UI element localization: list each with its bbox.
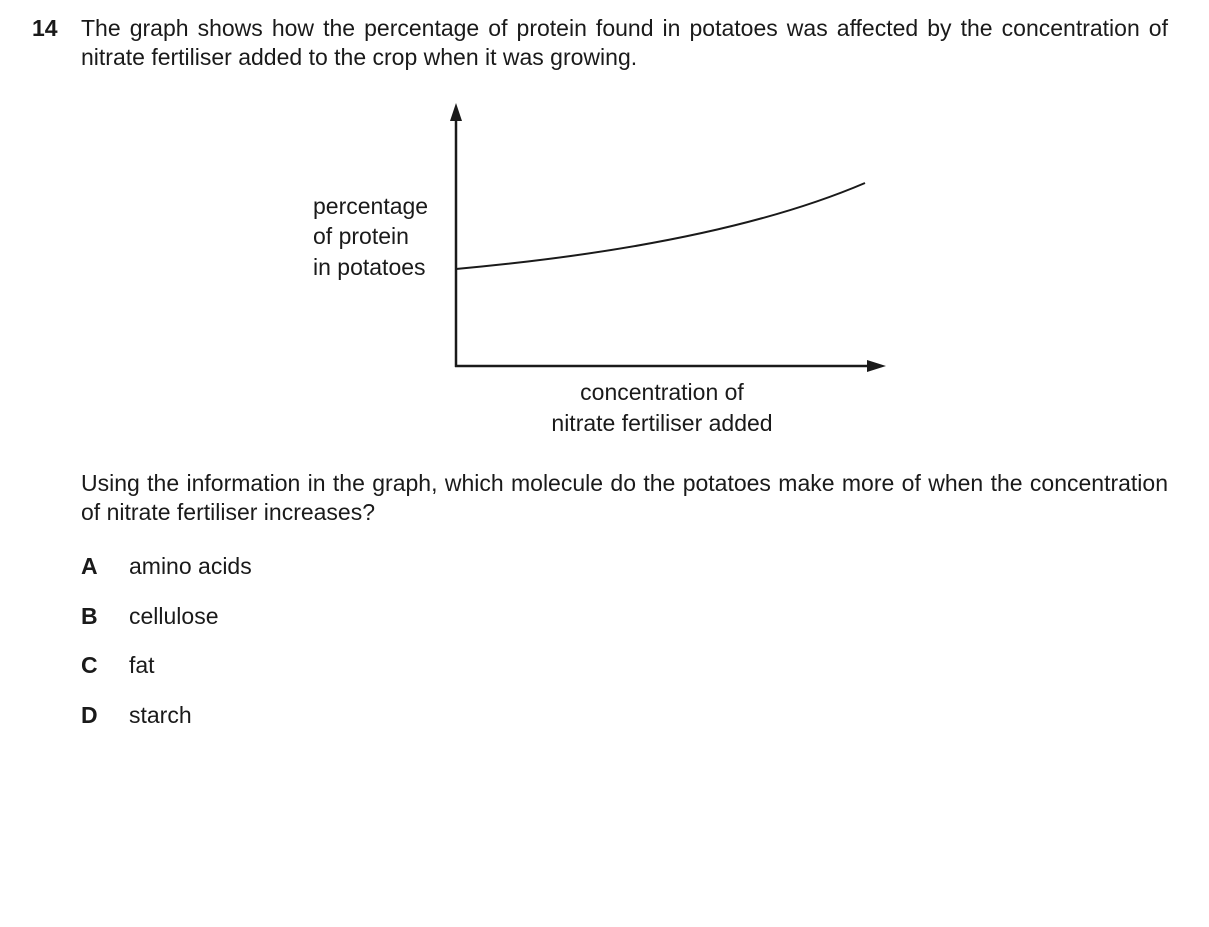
y-axis-arrowhead — [450, 103, 462, 121]
answer-options — [81, 552, 252, 751]
protein-curve — [456, 183, 865, 269]
y-axis-label-line-2: of protein — [313, 223, 409, 249]
option-letter: A — [81, 553, 98, 579]
x-axis-label-line-1: concentration of — [580, 379, 744, 405]
option-c[interactable] — [81, 651, 252, 701]
option-b[interactable] — [81, 602, 252, 652]
option-text: cellulose — [129, 602, 219, 629]
option-d[interactable] — [81, 701, 252, 751]
x-axis-arrowhead — [867, 360, 886, 372]
option-letter: C — [81, 652, 98, 679]
option-text: fat — [129, 652, 155, 679]
question-prompt: Using the information in the graph, which molecule do the potatoes make more of when the concentration of nitrate fertiliser increases? — [81, 470, 1168, 525]
x-axis-label-line-2: nitrate fertiliser added — [551, 410, 773, 436]
y-axis-label-line-1: percentage — [313, 193, 429, 219]
option-letter: D — [81, 702, 98, 729]
question-stem: The graph shows how the percentage of protein found in potatoes was affected by the concentration of nitrate fertiliser added to the crop when it was growing. — [81, 15, 1168, 70]
option-a[interactable] — [81, 552, 252, 602]
option-letter: B — [81, 602, 98, 629]
question-number: 14 — [32, 15, 58, 41]
option-text: starch — [129, 702, 192, 729]
y-axis-label-line-3: in potatoes — [313, 254, 426, 280]
option-text: amino acids — [129, 553, 252, 579]
